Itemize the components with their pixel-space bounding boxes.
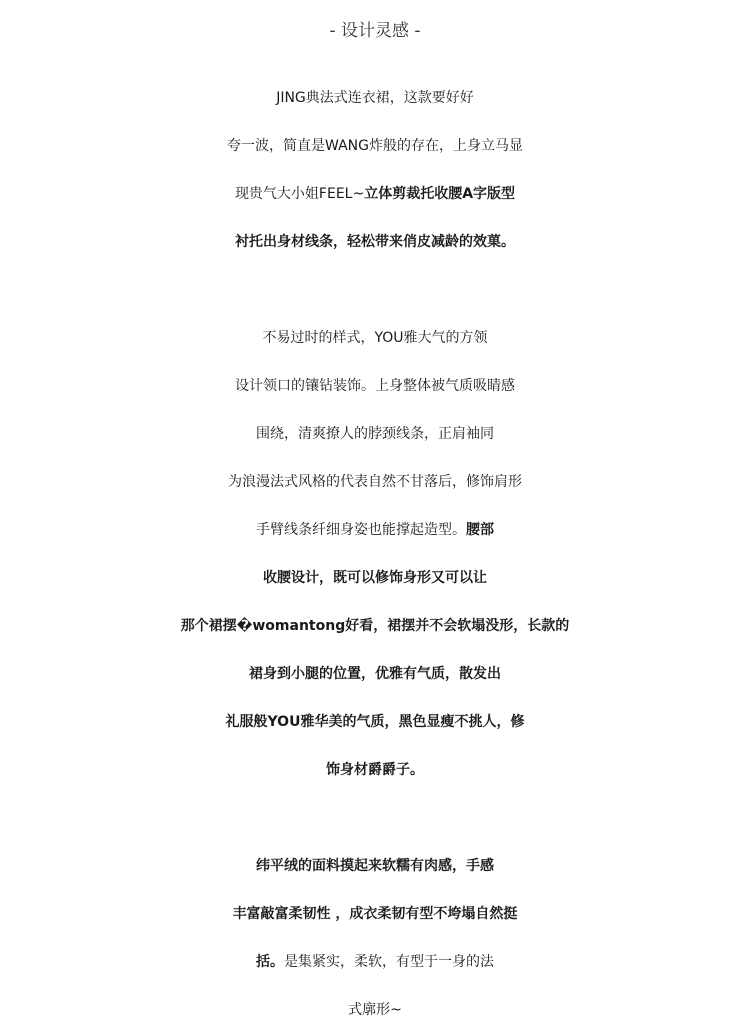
text-segment-bold: 饰身材爵爵子。 <box>326 762 424 778</box>
text-segment: 现贵气大小姐FEEL~ <box>234 186 365 202</box>
text-segment-bold: 立体剪裁托收腰A字版型 <box>364 186 516 202</box>
text-segment-bold: 腰部 <box>466 522 494 538</box>
text-segment-bold: 丰富敲富柔韧性 ，成衣柔韧有型不垮塌自然挺 <box>232 906 518 922</box>
text-line <box>0 174 750 214</box>
text-segment: JING典法式连衣裙，这款要好好 <box>276 90 474 106</box>
text-segment-bold: 收腰设计，既可以修饰身形又可以让 <box>263 570 487 586</box>
text-line <box>0 126 750 166</box>
text-line <box>0 606 750 646</box>
section-title: - 设计灵感 - <box>329 21 421 41</box>
text-segment-bold: 括。 <box>256 954 284 970</box>
text-segment-bold: 那个裙摆�womantong好看，裙摆并不会软塌没形，长款的 <box>180 618 570 634</box>
text-segment-bold: 纬平绒的面料摸起来软糯有肉感，手感 <box>256 858 494 874</box>
text-line <box>0 702 750 742</box>
text-segment: 式廓形~ <box>348 1002 402 1018</box>
text-line <box>0 414 750 454</box>
text-line <box>0 990 750 1030</box>
text-segment: 为浪漫法式风格的代表自然不甘落后，修饰肩形 <box>228 474 522 490</box>
text-segment-bold: 裙身到小腿的位置，优雅有气质，散发出 <box>249 666 501 682</box>
text-line <box>0 750 750 790</box>
text-line <box>0 654 750 694</box>
text-line <box>0 558 750 598</box>
text-line <box>0 942 750 982</box>
text-line <box>0 78 750 118</box>
text-line <box>0 318 750 358</box>
text-segment-bold: 衬托出身材线条，轻松带来俏皮减龄的效菓。 <box>235 234 515 250</box>
text-line <box>0 846 750 886</box>
text-line <box>0 222 750 262</box>
text-segment: 不易过时的样式，YOU雅大气的方领 <box>262 330 488 346</box>
text-line <box>0 462 750 502</box>
text-segment: 夸一波，简直是WANG炸般的存在，上身立马显 <box>227 138 523 154</box>
text-line <box>0 894 750 934</box>
text-segment: 设计领口的镶钻装饰。上身整体被气质吸睛感 <box>235 378 515 394</box>
text-segment: 围绕，清爽撩人的脖颈线条，正肩袖同 <box>256 426 494 442</box>
text-segment: 手臂线条纤细身姿也能撑起造型。 <box>256 522 466 538</box>
text-line <box>0 510 750 550</box>
text-segment: 是集紧实，柔软，有型于一身的法 <box>284 954 494 970</box>
text-segment-bold: 礼服般YOU雅华美的气质，黑色显瘦不挑人，修 <box>225 714 525 730</box>
text-line <box>0 366 750 406</box>
